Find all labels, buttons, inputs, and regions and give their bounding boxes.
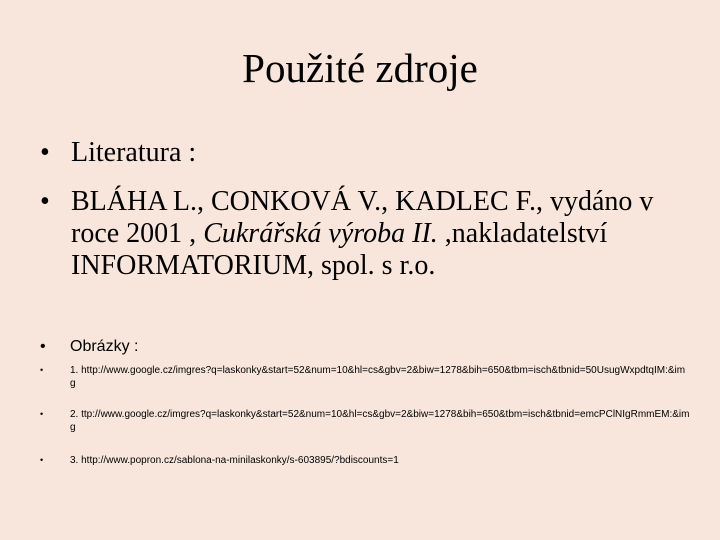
- obrazky-label: Obrázky :: [70, 338, 139, 355]
- bullet-icon: •: [40, 365, 44, 375]
- literatura-label: Literatura :: [71, 137, 197, 168]
- bullet-icon: •: [40, 137, 50, 168]
- bullet-icon: •: [40, 455, 44, 465]
- bullet-icon: •: [40, 338, 46, 355]
- link-3-text: 3. http://www.popron.cz/sablona-na-minilaskonky/s-603895/?bdiscounts=1: [70, 455, 399, 466]
- reference-authors: BLÁHA L., CONKOVÁ V., KADLEC F., vydáno v roce 2001 ,: [71, 186, 654, 249]
- bullet-icon: •: [40, 186, 50, 217]
- link-2-text: 2. ttp://www.google.cz/imgres?q=laskonky&start=52&num=10&hl=cs&gbv=2&biw=1278&bih=650&tbm=isch&tbnid=emcPClNIgRmmEM:&img: [70, 409, 690, 433]
- bullet-icon: •: [40, 409, 44, 419]
- reference-publisher: ,nakladatelství INFORMATORIUM, spol. s r.o.: [71, 218, 608, 281]
- link-1-text: 1. http://www.google.cz/imgres?q=laskonky&start=52&num=10&hl=cs&gbv=2&biw=1278&bih=650&tbm=isch&tbnid=50UsugWxpdtqIM:&img: [70, 365, 686, 389]
- reference-book-title: Cukrářská výroba II.: [203, 218, 438, 249]
- slide-title: Použité zdroje: [242, 45, 478, 91]
- reference-text: [71, 186, 701, 282]
